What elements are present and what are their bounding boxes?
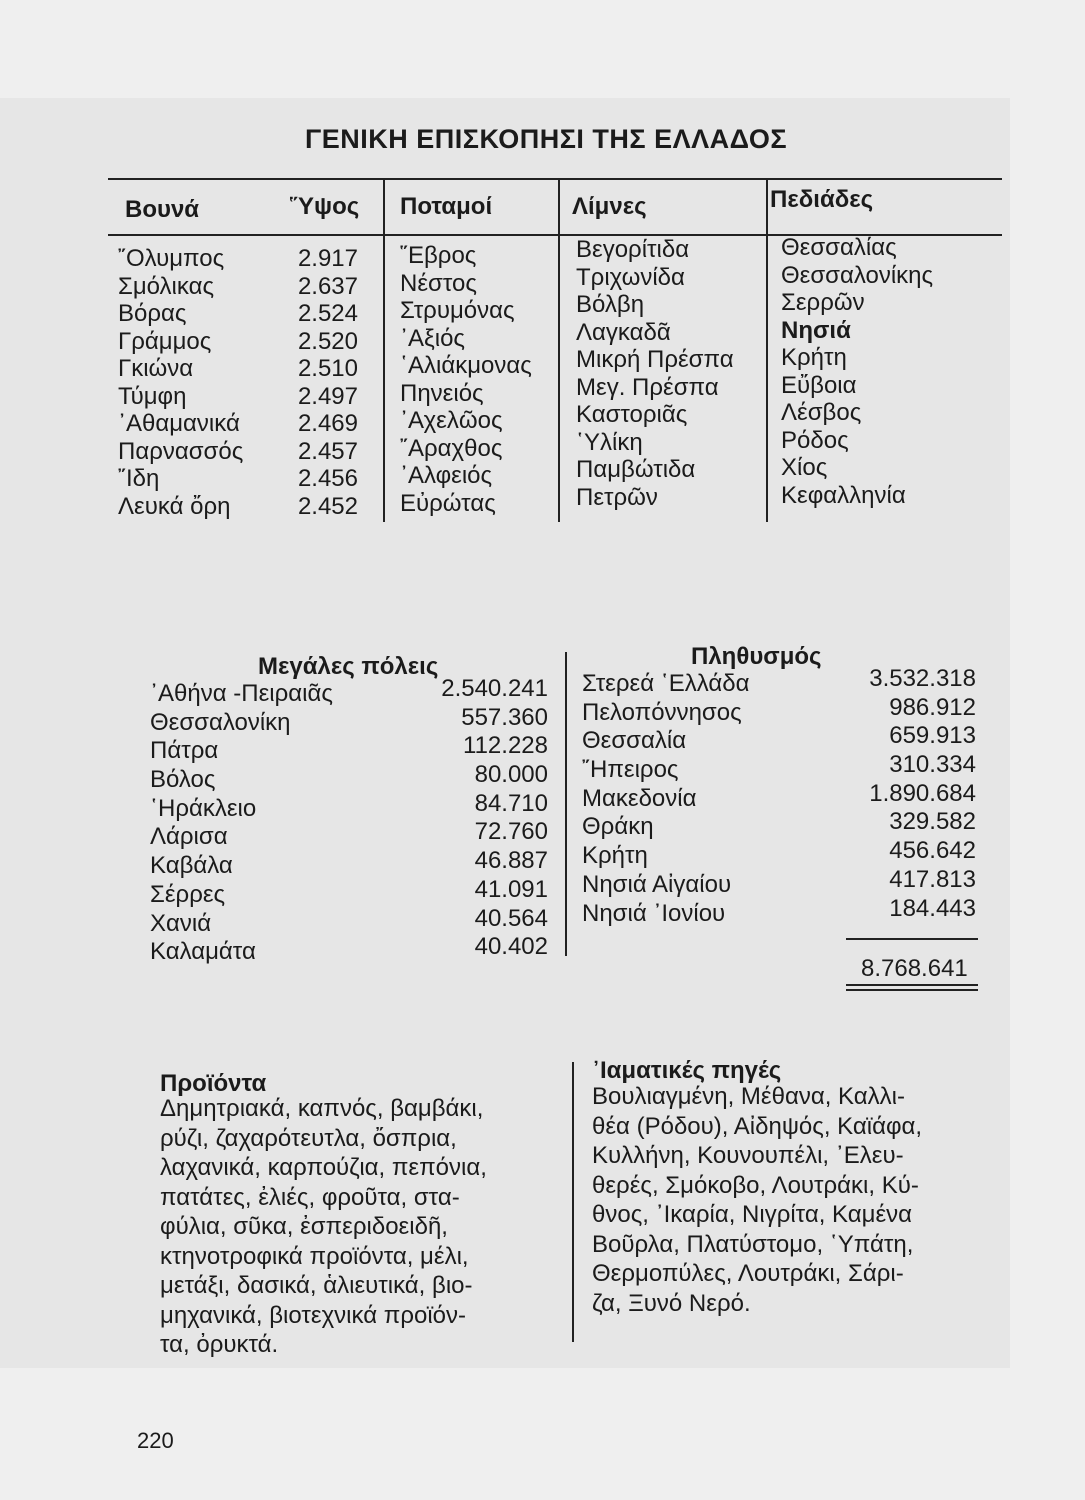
list-item: ᾿Αθαμανικά (118, 410, 240, 437)
list-item: Θεσσαλία (582, 727, 687, 755)
list-item: ῾Αλιάκμονας (400, 352, 532, 379)
list-item: ῎Ηπειρος (582, 756, 679, 784)
list-item: Κεφαλληνία (781, 481, 906, 509)
paragraph-line: τα, ὀρυκτά. (160, 1331, 279, 1358)
paragraph-line: ζα, Ξυνό Νερό. (592, 1289, 751, 1317)
list-item: Εὐρώτας (400, 489, 496, 517)
list-item: Καβάλα (150, 852, 233, 880)
list-item: 659.913 (889, 722, 976, 750)
list-item: Βόλος (150, 766, 216, 794)
list-item: Βόρας (118, 300, 187, 327)
list-item: 72.760 (474, 818, 548, 846)
population-values-column (840, 665, 976, 923)
section-divider (572, 1062, 574, 1342)
list-item: Λευκά ὄρη (118, 492, 231, 520)
list-item: Μικρή Πρέσπα (576, 346, 734, 373)
list-item: Χανιά (150, 909, 212, 937)
list-item: 46.887 (474, 847, 548, 875)
header-rivers: Ποταμοί (400, 193, 493, 220)
list-item: Λέσβος (781, 399, 862, 426)
population-total: 8.768.641 (861, 955, 968, 982)
list-item: ᾿Αθήνα -Πειραιᾶς (150, 680, 333, 707)
paragraph-line: Θερμοπύλες, Λουτράκι, Σάρι- (592, 1260, 904, 1287)
list-item: 41.091 (474, 875, 548, 903)
list-item: Λάρισα (150, 823, 228, 851)
list-item: Νέστος (400, 269, 477, 297)
list-item: 2.469 (297, 410, 358, 437)
paragraph-line: κτηνοτροφικά προϊόντα, μέλι, (160, 1242, 469, 1270)
list-item: Εὔβοια (781, 371, 857, 399)
cities-header: Μεγάλες πόλεις (258, 653, 439, 680)
list-item: Μακεδονία (582, 784, 697, 812)
list-item: Στρυμόνας (400, 297, 515, 324)
list-item: 557.360 (461, 703, 548, 731)
paragraph-line: πατάτες, ἐλιές, φροῦτα, στα- (160, 1183, 460, 1211)
column-divider (558, 178, 560, 522)
list-item: Καστοριᾶς (576, 401, 688, 428)
springs-header: ᾿Ιαματικές πηγές (592, 1057, 782, 1084)
list-item: 112.228 (463, 732, 548, 760)
population-regions-column (582, 670, 842, 928)
list-item: 2.520 (297, 327, 358, 355)
sum-rule (846, 938, 978, 940)
list-item: Νησιά Αἰγαίου (582, 870, 732, 898)
list-item: ᾿Αλφειός (400, 462, 493, 489)
header-lakes: Λίμνες (572, 193, 647, 220)
paragraph-line: Δημητριακά, καπνός, βαμβάκι, (160, 1095, 484, 1122)
column-divider (766, 178, 768, 522)
list-item: Θράκη (582, 813, 654, 841)
paragraph-line: Βοῦρλα, Πλατύστομο, ῾Υπάτη, (592, 1230, 914, 1258)
list-item: ᾿Αχελῶος (400, 407, 503, 434)
list-item: Τριχωνίδα (576, 263, 685, 291)
list-item: 3.532.318 (869, 665, 976, 692)
springs-paragraph (592, 1082, 990, 1318)
list-item: Σμόλικας (118, 272, 215, 300)
mountains-column (118, 245, 288, 520)
paragraph-line: θέα (Ρόδου), Αἰδηψός, Καϊάφα, (592, 1112, 923, 1140)
plains-column (781, 234, 1001, 509)
list-item: 2.457 (297, 437, 358, 465)
list-item: 456.642 (889, 837, 976, 865)
list-item: 184.443 (889, 894, 976, 922)
lakes-column (576, 236, 766, 511)
list-item: 80.000 (474, 761, 548, 789)
population-header: Πληθυσμός (691, 643, 822, 670)
paragraph-line: λαχανικά, καρπούζια, πεπόνια, (160, 1154, 487, 1181)
paragraph-line: ρύζι, ζαχαρότευτλα, ὄσπρια, (160, 1124, 457, 1152)
list-item: 2.452 (297, 492, 358, 520)
list-item: ῾Ηράκλειο (150, 794, 257, 822)
header-height: ῞Υψος (290, 193, 360, 220)
paragraph-line: θερές, Σμόκοβο, Λουτράκι, Κύ- (592, 1171, 919, 1199)
list-item: 417.813 (889, 865, 976, 893)
list-item: Παμβώτιδα (576, 456, 696, 483)
list-item: Παρνασσός (118, 437, 244, 465)
total-double-rule (846, 989, 978, 991)
list-item: Σερρῶν (781, 289, 865, 316)
heights-column (284, 245, 358, 520)
list-item: 2.540.241 (441, 675, 548, 702)
list-item: Γράμμος (118, 327, 212, 355)
list-item: 2.524 (297, 300, 358, 327)
list-item: ῎Ολυμπος (118, 245, 225, 272)
list-item: Σέρρες (150, 880, 226, 908)
cities-names-column (150, 680, 420, 967)
list-item: 2.456 (297, 465, 358, 492)
list-item: 40.402 (474, 933, 548, 961)
list-item: Μεγ. Πρέσπα (576, 373, 719, 401)
list-item: 2.497 (297, 382, 358, 410)
list-item: Λαγκαδᾶ (576, 318, 671, 346)
list-item: 986.912 (889, 693, 976, 721)
list-item: 2.637 (297, 272, 358, 300)
list-item: 310.334 (889, 751, 976, 779)
section-divider (565, 652, 567, 956)
list-item: 84.710 (474, 789, 548, 817)
list-item: 40.564 (474, 904, 548, 932)
list-item: Πετρῶν (576, 483, 658, 511)
paragraph-line: Κυλλήνη, Κουνουπέλι, ᾿Ελευ- (592, 1142, 904, 1169)
column-divider (383, 178, 385, 522)
list-item: Κρήτη (582, 842, 648, 870)
islands-header: Νησιά (781, 316, 851, 344)
list-item: Πάτρα (150, 737, 219, 765)
paragraph-line: φύλια, σῦκα, ἐσπεριδοειδῆ, (160, 1213, 448, 1240)
total-double-rule (846, 984, 978, 986)
list-item: Πηνειός (400, 379, 484, 407)
list-item: ῞Εβρος (400, 242, 477, 269)
list-item: Καλαμάτα (150, 938, 256, 966)
list-item: 2.510 (297, 355, 358, 382)
list-item: Κρήτη (781, 344, 847, 371)
list-item: ῾Υλίκη (576, 428, 643, 456)
list-item: 329.582 (889, 808, 976, 836)
list-item: Πελοπόννησος (582, 698, 742, 726)
list-item: Θεσσαλονίκης (781, 261, 934, 289)
list-item: ῎Ιδη (118, 465, 160, 492)
list-item: ᾿Αξιός (400, 324, 465, 352)
products-paragraph (160, 1094, 558, 1360)
list-item: Τύμφη (118, 382, 187, 410)
list-item: Χίος (781, 454, 828, 481)
list-item: Βεγορίτιδα (576, 236, 690, 263)
paragraph-line: Βουλιαγμένη, Μέθανα, Καλλι- (592, 1083, 905, 1110)
list-item: Γκιώνα (118, 355, 194, 382)
list-item: Θεσσαλίας (781, 234, 897, 261)
list-item: Βόλβη (576, 291, 645, 318)
header-plains: Πεδιάδες (770, 186, 874, 213)
header-mountains: Βουνά (125, 196, 200, 223)
page-number: 220 (137, 1428, 174, 1453)
rivers-column (400, 242, 558, 517)
list-item: Στερεά ῾Ελλάδα (582, 670, 750, 697)
list-item: 2.917 (297, 245, 358, 272)
cities-values-column (400, 675, 548, 962)
list-item: Ρόδος (781, 426, 849, 454)
list-item: Θεσσαλονίκη (150, 708, 291, 736)
list-item: Νησιά ᾿Ιονίου (582, 899, 726, 927)
list-item: ῎Αραχθος (400, 434, 503, 462)
paragraph-line: μηχανικά, βιοτεχνικά προϊόν- (160, 1301, 466, 1329)
paragraph-line: θνος, ᾿Ικαρία, Νιγρίτα, Καμένα (592, 1201, 913, 1228)
list-item: 1.890.684 (869, 779, 976, 807)
table-top-rule (108, 178, 1002, 180)
page-title: ΓΕΝΙΚΗ ΕΠΙΣΚΟΠΗΣΙ ΤΗΣ ΕΛΛΑΔΟΣ (305, 124, 788, 154)
paragraph-line: μετάξι, δασικά, ἁλιευτικά, βιο- (160, 1272, 473, 1299)
products-header: Προϊόντα (160, 1070, 267, 1097)
